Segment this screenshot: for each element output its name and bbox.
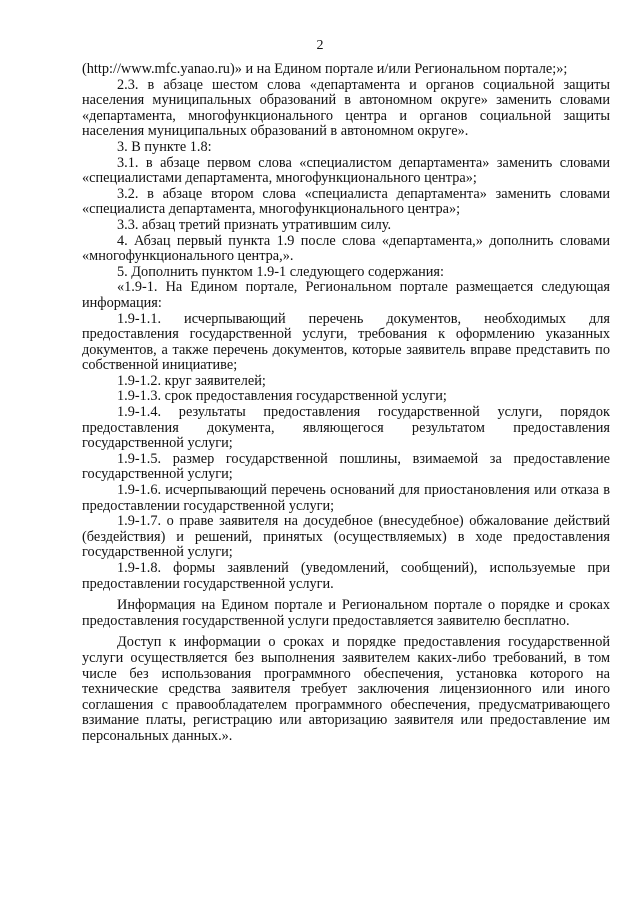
paragraph-1-9-1-8: 1.9-1.8. формы заявлений (уведомлений, сообщений), используемые при предоставлении государственной услуги.: [82, 560, 610, 592]
paragraph-1-9-1-2: 1.9-1.2. круг заявителей;: [117, 372, 266, 389]
paragraph-1-9-1-6: 1.9-1.6. исчерпывающий перечень оснований для приостановления или отказа в предоставлении государственной услуги;: [82, 482, 610, 514]
paragraph-1-9-1-7: 1.9-1.7. о праве заявителя на досудебное (внесудебное) обжалование действий (бездействия) и решений, принятых (осуществляемых) в ходе предоставления государственной услуги;: [82, 513, 610, 561]
paragraph-1-9-1-4: 1.9-1.4. результаты предоставления государственной услуги, порядок предоставления документа, являющегося результатом предоставления государственной услуги;: [82, 404, 610, 452]
page-number: 2: [316, 38, 324, 53]
paragraph-1-9-1-3: 1.9-1.3. срок предоставления государственной услуги;: [117, 388, 447, 405]
paragraph-5: 5. Дополнить пунктом 1.9-1 следующего содержания:: [117, 263, 444, 280]
paragraph-3-2: 3.2. в абзаце втором слова «специалиста департамента» заменить словами «специалиста департамента, многофункционального центра»;: [82, 185, 610, 218]
paragraph-info-free: Информация на Едином портале и Региональном портале о порядке и сроках предоставления государственной услуги предоставляется заявителю бесплатно.: [82, 597, 610, 629]
paragraph-2-3: 2.3. в абзаце шестом слова «департамента и органов социальной защиты населения муниципальных образований в автономном округе» заменить словами «департамента, многофункционального центра и органов социальной защиты населения муниципальных образований в автономном округе».: [82, 76, 610, 140]
document-body: [82, 62, 610, 745]
paragraph-continuation: (http://www.mfc.yanao.ru)» и на Едином портале и/или Региональном портале;»;: [82, 61, 568, 77]
paragraph-3-1: 3.1. в абзаце первом слова «специалистом департамента» заменить словами «специалистами департамента, многофункционального центра»;: [82, 154, 610, 187]
paragraph-1-9-1: «1.9-1. На Едином портале, Региональном портале размещается следующая информация:: [82, 279, 610, 311]
paragraph-4: 4. Абзац первый пункта 1.9 после слова «департамента,» дополнить словами «многофункционального центра,».: [82, 232, 610, 265]
paragraph-3-3: 3.3. абзац третий признать утратившим силу.: [117, 216, 392, 233]
paragraph-1-9-1-5: 1.9-1.5. размер государственной пошлины, взимаемой за предоставление государственной услуги;: [82, 450, 610, 483]
paragraph-1-9-1-1: 1.9-1.1. исчерпывающий перечень документов, необходимых для предоставления государственной услуги, требования к оформлению указанных документов, а также перечень документов, которые заявитель вправе представить по собственной инициативе;: [82, 310, 610, 374]
paragraph-3: 3. В пункте 1.8:: [117, 138, 212, 155]
paragraph-access-info: Доступ к информации о сроках и порядке предоставления государственной услуги осуществляется без выполнения заявителем каких-либо требований, в том числе без использования программного обеспечения, установка которого на технические средства заявителя требует заключения лицензионного или иного соглашения с правообладателем программного обеспечения, предусматривающего взимание платы, регистрацию или авторизацию заявителя или предоставление им персональных данных.».: [82, 634, 610, 744]
